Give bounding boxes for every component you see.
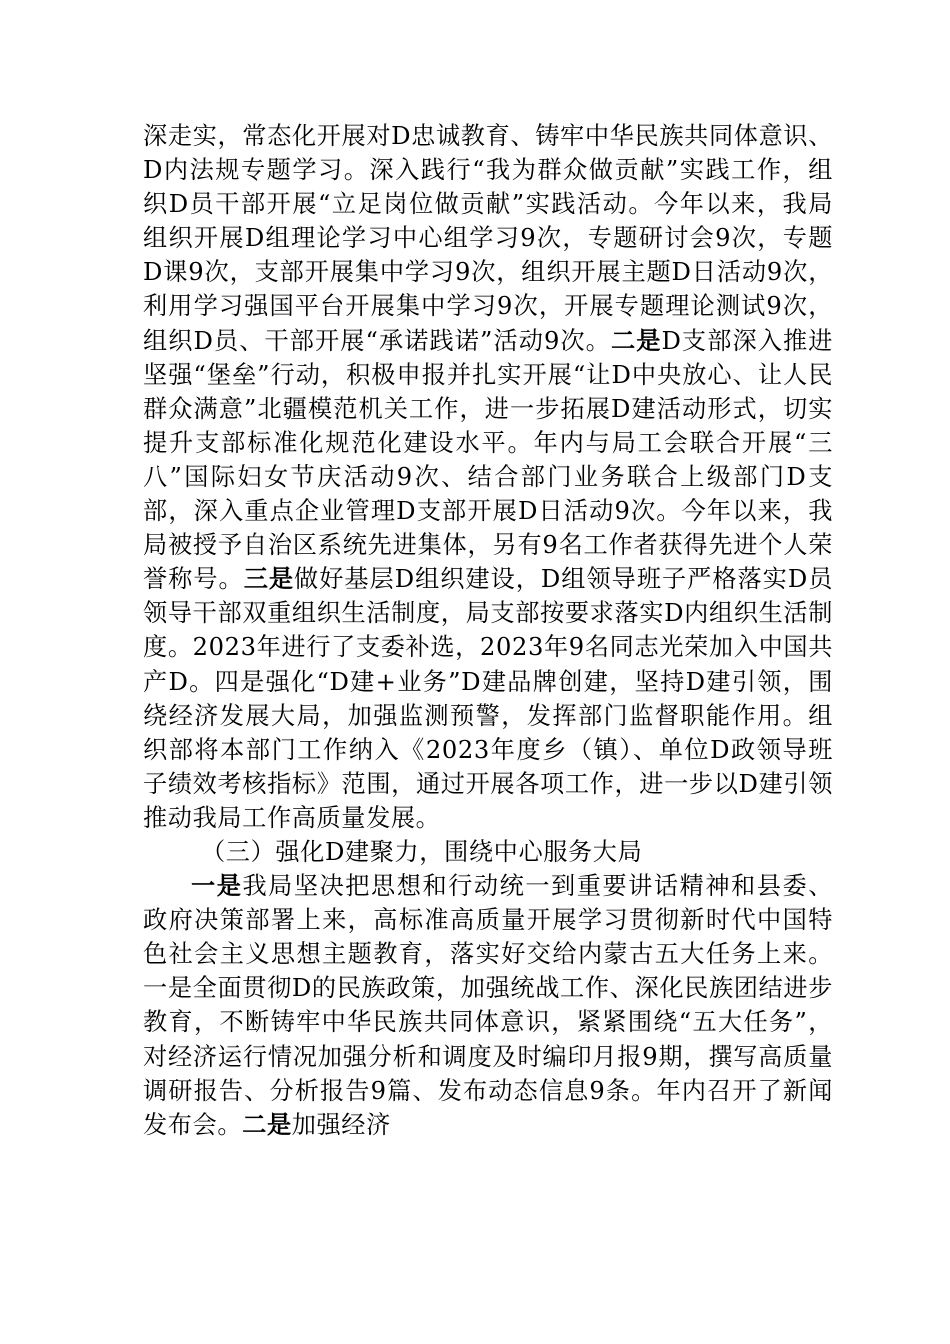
paragraph-text: D支部深入推进坚强“堡垒”行动，积极申报并扎实开展“让D中央放心、让人民群众满意”北疆模范机关工作，进一步拓展D建活动形式，切实提升支部标准化规范化建设水平。年内与局工会联合开展“三八”国际妇女节庆活动9次、结合部门业务联合上级部门D支部，深入重点企业管理D支部开展D日活动9次。今年以来，我局被授予自治区系统先进集体，另有9名工作者获得先进个人荣誉称号。 <box>143 326 834 594</box>
emphasis-first: 一是 <box>191 871 243 901</box>
emphasis-second: 二是 <box>610 325 662 355</box>
paragraph-text: 做好基层D组织建设，D组领导班子严格落实D员领导干部双重组织生活制度，局支部按要求落实D内组织生活制度。2023年进行了支委补选，2023年9名同志光荣加入中国共产D。四是强化“D建+业务”D建品牌创建，坚持D建引领，围绕经济发展大局，加强监测预警，发挥部门监督职能作用。组织部将本部门工作纳入《2023年度乡（镇）、单位D政领导班子绩效考核指标》范围，通过开展各项工作，进一步以D建引领推动我局工作高质量发展。 <box>143 565 833 832</box>
emphasis-third: 三是 <box>243 564 295 594</box>
emphasis-second: 二是 <box>242 1109 292 1139</box>
paragraph-text: 我局坚决把思想和行动统一到重要讲话精神和县委、政府决策部署上来，高标准高质量开展学习贯彻新时代中国特色社会主义思想主题教育，落实好交给内蒙古五大任务上来。一是全面贯彻D的民族政策，加强统战工作、深化民族团结进步教育，不断铸牢中华民族共同体意识，紧紧围绕“五大任务”，对经济运行情况加强分析和调度及时编印月报9期，撰写高质量调研报告、分析报告9篇、发布动态信息9条。年内召开了新闻发布会。 <box>143 872 833 1139</box>
paragraph-text: 加强经济 <box>291 1110 391 1139</box>
paragraph-text: 深走实，常态化开展对D忠诚教育、铸牢中华民族共同体意识、D内法规专题学习。深入践行“我为群众做贡献”实践工作，组织D员干部开展“立足岗位做贡献”实践活动。今年以来，我局组织开展D组理论学习中心组学习9次，专题研讨会9次，专题D课9次，支部开展集中学习9次，组织开展主题D日活动9次，利用学习强国平台开展集中学习9次，开展专题理论测试9次，组织D员、干部开展“承诺践诺”活动9次。 <box>143 122 833 355</box>
section-heading: （三）强化D建聚力，围绕中心服务大局 <box>201 837 643 866</box>
body-paragraph-party-building <box>143 119 833 835</box>
document-page <box>143 119 833 1142</box>
body-paragraph-central-service <box>143 869 833 1142</box>
